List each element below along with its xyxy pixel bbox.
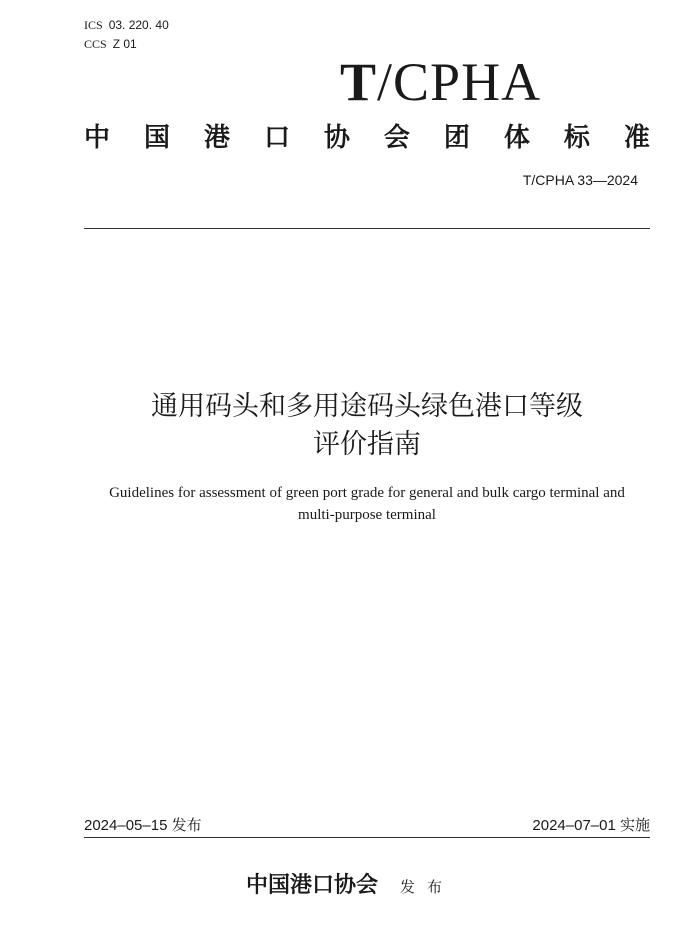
org-char: 港 xyxy=(203,122,230,153)
logo-t: T xyxy=(340,52,378,112)
ccs-code xyxy=(84,35,169,54)
org-char: 国 xyxy=(143,122,170,153)
implementation-date: 2024–07–01 实施 xyxy=(532,817,650,834)
standard-number: T/CPHA 33—2024 xyxy=(522,172,638,188)
organization-standard-type xyxy=(84,115,650,155)
issue-date: 2024–05–15 发布 xyxy=(84,817,202,834)
footer-divider xyxy=(84,837,650,838)
chinese-title-line-1: 通用码头和多用途码头绿色港口等级 xyxy=(151,391,583,422)
org-char: 口 xyxy=(263,122,290,153)
standard-logo xyxy=(340,52,612,112)
org-char: 标 xyxy=(563,122,590,153)
ics-value: 03. 220. 40 xyxy=(108,18,169,32)
english-title-line-2: multi-purpose terminal xyxy=(298,507,436,523)
ccs-label: CCS xyxy=(84,37,107,51)
logo-rest: /CPHA xyxy=(377,52,542,112)
header-divider xyxy=(84,228,650,229)
ics-code xyxy=(84,16,169,35)
publisher-name: 中国港口协会 xyxy=(245,872,378,898)
org-char: 团 xyxy=(443,122,470,153)
chinese-title-line-2: 评价指南 xyxy=(313,429,421,460)
chinese-title xyxy=(84,388,650,464)
org-char: 协 xyxy=(323,122,350,153)
org-char: 准 xyxy=(623,122,650,153)
classification-codes xyxy=(84,16,169,54)
ics-label: ICS xyxy=(84,18,103,32)
org-char: 会 xyxy=(383,122,410,153)
publisher xyxy=(0,868,700,899)
publish-label: 发布 xyxy=(400,878,455,896)
ccs-value: Z 01 xyxy=(112,37,137,51)
org-char: 体 xyxy=(503,122,530,153)
english-title xyxy=(84,482,650,526)
org-char: 中 xyxy=(84,122,111,153)
english-title-line-1: Guidelines for assessment of green port grade for general and bulk cargo terminal and xyxy=(109,485,625,501)
